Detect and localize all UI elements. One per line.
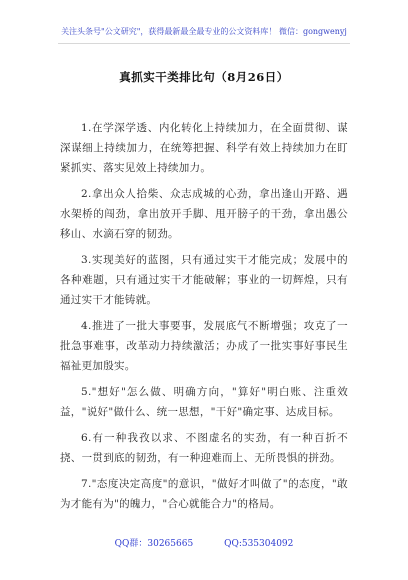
header-divider bbox=[58, 43, 350, 44]
paragraph-4: 4.推进了一批大事要事，发展底气不断增强；攻克了一批急事难事，改革动力持续激活；办成了一批实事好事民生福祉更加殷实。 bbox=[60, 320, 348, 372]
document-body bbox=[60, 118, 348, 520]
header-promo-note: 关注头条号"公文研究"，获得最新最全最专业的公文资料库！ 微信：gongwenyj bbox=[61, 27, 347, 36]
footer-qq-group: QQ群：30265665 bbox=[114, 539, 194, 549]
paragraph-6: 6.有一种我孜以求、不图虚名的实劲，有一种百折不挠、一贯到底的韧劲，有一种迎难而上、无所畏惧的拼劲。 bbox=[60, 432, 348, 464]
paragraph-7: 7."态度决定高度"的意识，"做好才叫做了"的态度，"敢为才能有为"的魄力，"合心就能合力"的格局。 bbox=[60, 478, 348, 510]
footer-qq-number: QQ:535304092 bbox=[224, 539, 294, 549]
paragraph-2: 2.拿出众人拾柴、众志成城的心劲，拿出逢山开路、遇水架桥的闯劲，拿出放开手脚、甩开膀子的干劲，拿出愚公移山、水滴石穿的韧劲。 bbox=[60, 188, 348, 240]
document-title: 真抓实干类排比句（8月26日） bbox=[119, 70, 289, 84]
paragraph-3: 3.实现美好的蓝图，只有通过实干才能完成；发展中的各种难题，只有通过实干才能破解；事业的一切辉煌，只有通过实干才能铸就。 bbox=[60, 254, 348, 306]
paragraph-1: 1.在学深学透、内化转化上持续加力，在全面贯彻、谋深谋细上持续加力，在统筹把握、科学有效上持续加力在盯紧抓实、落实见效上持续加力。 bbox=[60, 122, 348, 174]
footer-contact bbox=[0, 536, 408, 549]
paragraph-5: 5."想好"怎么做、明确方向，"算好"明白账、注重效益，"说好"做什么、统一思想，"干好"确定事、达成目标。 bbox=[60, 386, 348, 418]
